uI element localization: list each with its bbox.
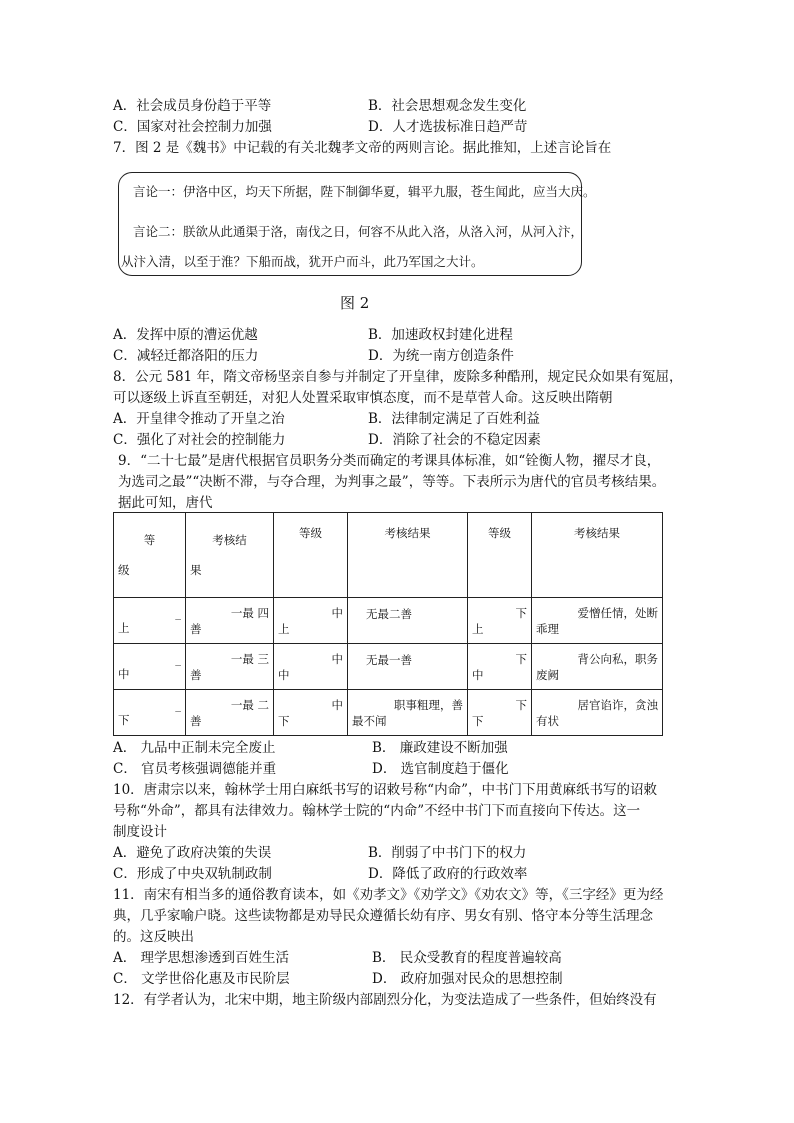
q6-option-c: C．国家对社会控制力加强: [113, 119, 272, 135]
header-result-1b: 果: [190, 563, 202, 577]
grade-mark: _: [175, 651, 181, 666]
q10-option-b: B．削弱了中书门下的权力: [368, 845, 527, 861]
grade-mark: 中: [331, 651, 343, 666]
result-text-2: 废阙: [536, 667, 559, 682]
grade-cell: [114, 598, 186, 644]
q6-option-b: B．社会思想观念发生变化: [368, 98, 527, 114]
q7-quote-2b: 从汴入清，以至于淮？下船而战，犹开户而斗，此乃军国之大计。: [121, 254, 484, 269]
grade-level: 中: [118, 666, 130, 681]
q10-option-d: D．降低了政府的行政效率: [368, 866, 528, 882]
header-result-1a: 考核结: [212, 533, 247, 547]
grade-cell: [274, 690, 348, 736]
header-result: [186, 513, 274, 598]
result-text: 一最 三: [230, 651, 269, 666]
result-text: 一最 四: [230, 605, 269, 620]
grade-cell: [114, 690, 186, 736]
grade-mark: _: [175, 697, 181, 712]
q9-line-1: 9．“二十七最”是唐代根据官员职务分类而确定的考课具体标准，如“铨衡人物，擢尽才良，: [118, 453, 661, 469]
q11-option-a: A． 理学思想渗透到百姓生活: [113, 950, 290, 966]
q8-option-d: D．消除了社会的不稳定因素: [368, 432, 541, 448]
header-grade-3: 等级: [468, 513, 532, 598]
grade-level: 中: [472, 667, 484, 682]
result-text: 爱憎任情，处断: [577, 605, 658, 620]
q10-line-3: 制度设计: [113, 824, 167, 840]
grade-mark: 中: [331, 697, 343, 712]
header-result-3: 考核结果: [532, 513, 663, 598]
result-text-2: 乖理: [536, 621, 559, 636]
grade-mark: 中: [331, 605, 343, 620]
grade-mark: _: [175, 605, 181, 620]
q6-option-d: D．人才选拔标准日趋严苛: [368, 119, 528, 135]
result-text-2: 善: [190, 713, 202, 728]
result-cell: [532, 644, 663, 690]
q10-line-2: 号称“外命”，都具有法律效力。翰林学士院的“内命”不经中书门下而直接向下传达。这一: [113, 803, 641, 819]
q7-option-c: C．减轻迁都洛阳的压力: [113, 348, 259, 364]
q9-line-2: 为选司之最”“决断不滞，与夺合理，为判事之最”，等等。下表所示为唐代的官员考核结果。: [118, 474, 666, 490]
q7-option-b: B．加速政权封建化进程: [368, 327, 513, 343]
result-text-2: 有状: [536, 713, 559, 728]
q9-option-b: B． 廉政建设不断加强: [372, 740, 508, 756]
result-cell: [348, 644, 468, 690]
grade-level: 下: [278, 713, 290, 728]
q8-line-2: 可以逐级上诉直至朝廷，对犯人处置采取审慎态度，而不是草菅人命。这反映出隋朝: [113, 390, 613, 406]
grade-cell: [274, 644, 348, 690]
q9-option-a: A． 九品中正制未完全废止: [113, 740, 276, 756]
q8-option-c: C．强化了对社会的控制能力: [113, 432, 286, 448]
q10-option-a: A．避免了政府决策的失误: [113, 845, 272, 861]
result-cell: [532, 690, 663, 736]
grade-level: 下: [118, 712, 130, 727]
q7-option-d: D．为统一南方创造条件: [368, 348, 514, 364]
result-text: 居官谄诈，贪浊: [577, 697, 658, 712]
result-cell: [348, 598, 468, 644]
grade-cell: [468, 598, 532, 644]
q11-line-1: 11．南宋有相当多的通俗教育读本，如《劝孝文》《劝学文》《劝农文》等，《三字经》更为经: [113, 887, 664, 903]
q7-quote-1: 言论一：伊洛中区，均天下所据，陛下制御华夏，辑平九服，苍生闻此，应当大庆。: [133, 184, 596, 199]
figure-label: 图 2: [340, 294, 370, 312]
table-header-row: [114, 513, 663, 598]
result-cell: [186, 690, 274, 736]
grade-level: 中: [278, 667, 290, 682]
grade-mark: 下: [515, 697, 527, 712]
grade-cell: [274, 598, 348, 644]
grade-level: 下: [472, 713, 484, 728]
q7-stem: 7．图 2 是《魏书》中记载的有关北魏孝文帝的两则言论。据此推知，上述言论旨在: [113, 140, 612, 156]
q11-option-b: B． 民众受教育的程度普遍较高: [372, 950, 562, 966]
grade-cell: [114, 644, 186, 690]
result-text: 无最二善: [366, 607, 412, 621]
result-text: 职事粗理，善: [394, 697, 463, 712]
q9-option-d: D． 选官制度趋于僵化: [372, 761, 509, 777]
q6-option-a: A．社会成员身份趋于平等: [113, 98, 272, 114]
header-result-2: 考核结果: [348, 513, 468, 598]
q11-option-d: D． 政府加强对民众的思想控制: [372, 971, 563, 987]
result-cell: [348, 690, 468, 736]
result-text: 背公向私，职务: [577, 651, 658, 666]
grade-cell: [468, 644, 532, 690]
header-grade-1a: 等: [143, 533, 156, 547]
q7-option-a: A．发挥中原的漕运优越: [113, 327, 258, 343]
result-text-2: 最不闻: [352, 713, 387, 728]
q10-option-c: C．形成了中央双轨制政制: [113, 866, 272, 882]
q11-line-2: 典，几乎家喻户晓。这些读物都是劝导民众遵循长幼有序、男女有别、恪守本分等生活理念: [113, 908, 653, 924]
table-row: [114, 690, 663, 736]
grade-mark: 下: [515, 605, 527, 620]
q9-line-3: 据此可知，唐代: [118, 495, 213, 511]
q11-line-3: 的。这反映出: [113, 929, 194, 945]
result-cell: [186, 644, 274, 690]
q7-quote-2a: 言论二：朕欲从此通渠于洛，南伐之日，何容不从此入洛，从洛入河，从河入汴，: [133, 224, 584, 239]
q8-option-b: B．法律制定满足了百姓利益: [368, 411, 540, 427]
header-grade: [114, 513, 186, 598]
q8-line-1: 8．公元 581 年，隋文帝杨坚亲自参与并制定了开皇律，废除多种酷刑，规定民众如果有冤屈，: [113, 369, 683, 385]
header-grade-1b: 级: [118, 563, 130, 577]
q8-option-a: A．开皇律令推动了开皇之治: [113, 411, 285, 427]
assessment-table: [113, 512, 663, 736]
result-text: 一最 二: [230, 697, 269, 712]
q12-line-1: 12．有学者认为，北宋中期，地主阶级内部剧烈分化，为变法造成了一些条件，但始终没有: [113, 992, 657, 1008]
result-cell: [532, 598, 663, 644]
grade-level: 上: [278, 621, 290, 636]
grade-cell: [468, 690, 532, 736]
q9-option-c: C． 官员考核强调德能并重: [113, 761, 277, 777]
grade-level: 上: [118, 620, 130, 635]
result-text-2: 善: [190, 621, 202, 636]
result-cell: [186, 598, 274, 644]
table-row: [114, 644, 663, 690]
grade-mark: 下: [515, 651, 527, 666]
grade-level: 上: [472, 621, 484, 636]
result-text-2: 善: [190, 667, 202, 682]
header-grade-2: 等级: [274, 513, 348, 598]
q11-option-c: C． 文学世俗化惠及市民阶层: [113, 971, 290, 987]
q10-line-1: 10．唐肃宗以来，翰林学士用白麻纸书写的诏敕号称“内命”，中书门下用黄麻纸书写的诏敕: [113, 782, 657, 798]
result-text: 无最一善: [366, 653, 412, 667]
q7-quote-box: [118, 172, 596, 276]
table-row: [114, 598, 663, 644]
